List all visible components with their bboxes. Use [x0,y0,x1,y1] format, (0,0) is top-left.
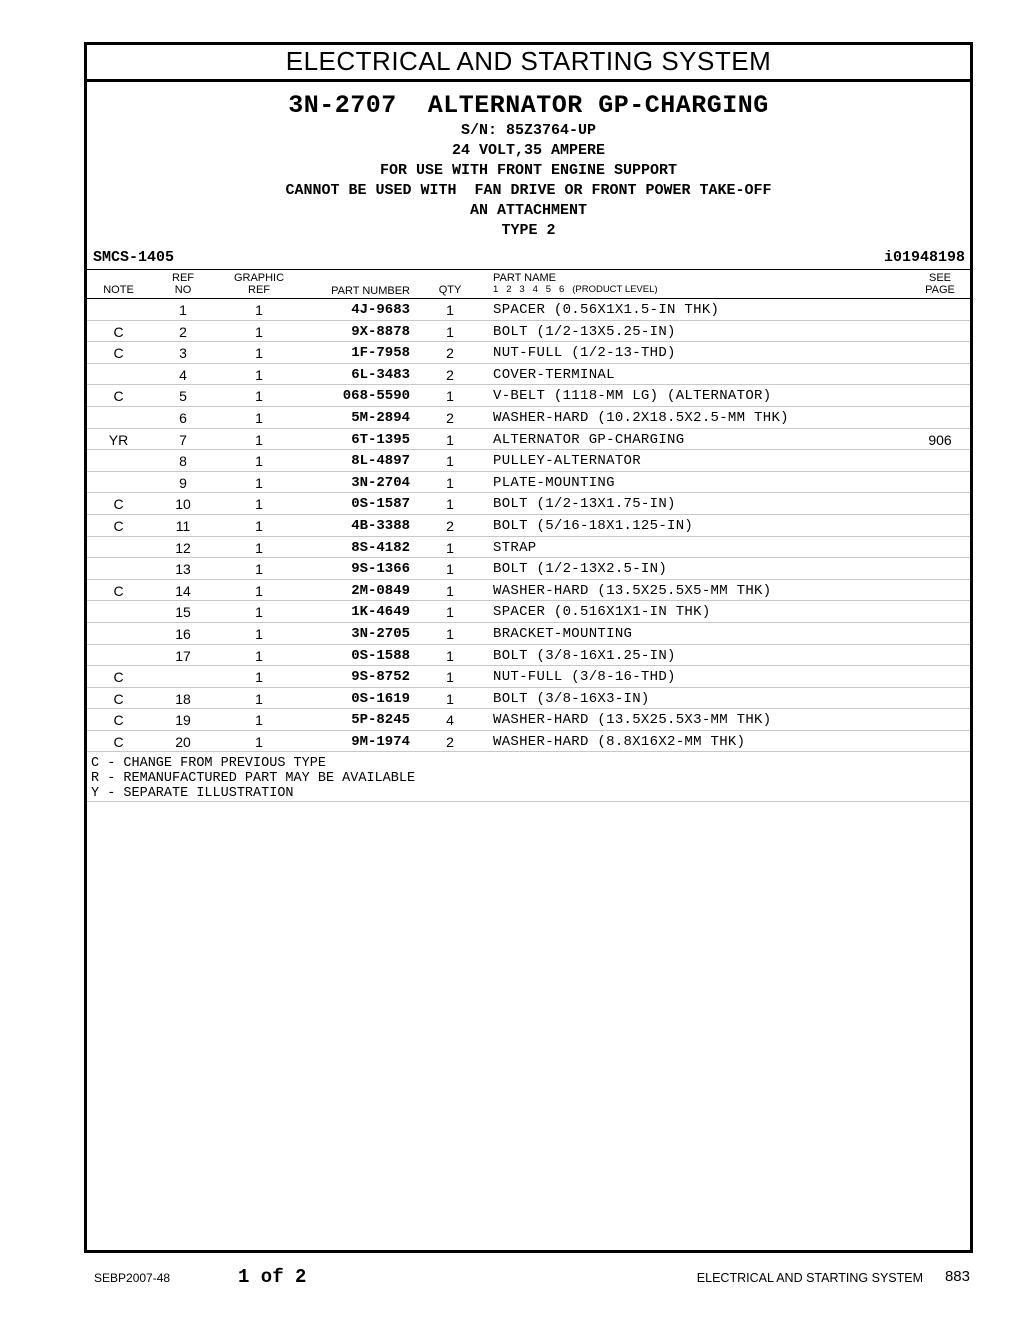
column-headers [87,270,970,299]
row-part-number: 1F-7958 [351,345,410,362]
row-ref-no: 14 [175,582,191,599]
legend-separate: Y - SEPARATE ILLUSTRATION [91,786,294,802]
table-row [87,645,970,667]
table-row [87,364,970,386]
row-ref-no: 2 [179,323,187,340]
row-part-number: 3N-2705 [351,625,410,642]
row-note: C [113,517,124,534]
col-qty: QTY [438,284,462,296]
row-part-name: BOLT (3/8-16X3-IN) [493,690,650,707]
row-part-number: 6T-1395 [351,431,410,448]
page-frame [84,42,973,1253]
doc-id: SEBP2007-48 [94,1271,171,1285]
row-ref-no: 13 [175,561,191,578]
row-ref-no: 1 [179,302,187,318]
attachment-line: AN ATTACHMENT [469,202,588,219]
row-graphic-ref: 1 [255,409,263,426]
row-ref-no: 6 [179,409,187,426]
row-graphic-ref: 1 [255,302,263,318]
spec-line: 24 VOLT,35 AMPERE [451,142,606,159]
row-graphic-ref: 1 [255,453,263,470]
row-part-name: ALTERNATOR GP-CHARGING [493,431,685,448]
row-qty: 1 [446,561,454,578]
row-part-number: 9S-8752 [351,669,410,686]
row-qty: 1 [446,669,454,686]
row-graphic-ref: 1 [255,690,263,707]
row-note: C [113,733,124,750]
table-row [87,537,970,559]
row-part-number: 068-5590 [342,388,410,405]
row-ref-no: 17 [175,647,191,664]
main-title: 3N-2707 ALTERNATOR GP-CHARGING [288,91,769,120]
row-graphic-ref: 1 [255,431,263,448]
row-graphic-ref: 1 [255,625,263,642]
row-part-number: 9S-1366 [351,561,410,578]
section-title: ELECTRICAL AND STARTING SYSTEM [87,45,970,82]
row-part-name: BOLT (5/16-18X1.125-IN) [493,517,694,534]
table-row [87,688,970,710]
row-ref-no: 4 [179,366,187,383]
table-row [87,666,970,688]
row-ref-no: 15 [175,604,191,621]
row-ref-no: 8 [179,453,187,470]
row-part-name: PLATE-MOUNTING [493,474,615,491]
row-part-name: WASHER-HARD (13.5X25.5X3-MM THK) [493,712,772,729]
col-ref-no [163,272,203,296]
row-ref-no: 18 [175,690,191,707]
row-part-number: 0S-1619 [351,690,410,707]
table-row [87,385,970,407]
row-qty: 1 [446,539,454,556]
row-ref-no: 12 [175,539,191,556]
table-row [87,407,970,429]
table-row [87,731,970,753]
row-graphic-ref: 1 [255,539,263,556]
row-ref-no: 11 [175,517,191,534]
row-qty: 1 [446,474,454,491]
table-row [87,450,970,472]
row-part-number: 5P-8245 [351,712,410,729]
col-graphic-ref [227,272,291,296]
table-row [87,623,970,645]
row-qty: 1 [446,496,454,513]
table-row [87,472,970,494]
page-number: 883 [944,1268,970,1285]
table-row [87,580,970,602]
col-see-page [917,272,963,296]
row-note: YR [108,431,129,448]
restriction-line: CANNOT BE USED WITH FAN DRIVE OR FRONT POWER TAKE-OFF [285,182,772,199]
col-note: NOTE [103,284,134,296]
table-row [87,342,970,364]
page-footer [0,1266,1020,1290]
row-qty: 1 [446,323,454,340]
row-graphic-ref: 1 [255,604,263,621]
col-part-name [493,272,658,296]
row-qty: 1 [446,690,454,707]
row-graphic-ref: 1 [255,561,263,578]
row-qty: 1 [446,431,454,448]
row-qty: 2 [446,409,454,426]
row-note: C [113,712,124,729]
row-part-name: V-BELT (1118-MM LG) (ALTERNATOR) [493,388,772,405]
table-row [87,601,970,623]
row-graphic-ref: 1 [255,366,263,383]
parts-table [87,299,970,752]
row-part-name: SPACER (0.516X1X1-IN THK) [493,604,711,621]
row-graphic-ref: 1 [255,496,263,513]
row-ref-no: 16 [175,625,191,642]
smcs-row [87,247,970,270]
row-graphic-ref: 1 [255,582,263,599]
row-note: C [113,669,124,686]
row-qty: 1 [446,302,454,318]
col-ref-no-line2: NO [174,284,192,296]
illustration-id: i01948198 [883,249,965,266]
col-part-name-line1: PART NAME [493,272,556,284]
row-graphic-ref: 1 [255,474,263,491]
row-part-number: 3N-2704 [351,474,410,491]
row-qty: 1 [446,388,454,405]
table-row [87,558,970,580]
col-see-page-line2: PAGE [925,284,955,296]
table-row [87,493,970,515]
row-part-name: BRACKET-MOUNTING [493,625,633,642]
row-qty: 1 [446,604,454,621]
page-of: 1 of 2 [238,1266,307,1288]
row-note: C [113,345,124,362]
type-line: TYPE 2 [501,222,556,239]
row-part-number: 6L-3483 [351,366,410,383]
header-block [87,91,970,241]
row-part-name: STRAP [493,539,537,556]
row-see-page: 906 [928,431,952,448]
row-part-number: 9X-8878 [351,323,410,340]
row-note: C [113,323,124,340]
row-part-number: 0S-1588 [351,647,410,664]
row-note: C [113,496,124,513]
row-part-number: 2M-0849 [351,582,410,599]
row-part-number: 5M-2894 [351,409,410,426]
row-qty: 2 [446,517,454,534]
row-qty: 1 [446,582,454,599]
row-part-name: BOLT (1/2-13X5.25-IN) [493,323,676,340]
col-graphic-ref-line2: REF [248,284,270,296]
row-part-name: WASHER-HARD (10.2X18.5X2.5-MM THK) [493,409,789,426]
row-part-number: 4B-3388 [351,517,410,534]
row-part-name: WASHER-HARD (8.8X16X2-MM THK) [493,733,746,750]
row-part-name: SPACER (0.56X1X1.5-IN THK) [493,302,720,318]
table-row [87,321,970,343]
row-qty: 1 [446,625,454,642]
table-row [87,709,970,731]
row-part-number: 9M-1974 [351,733,410,750]
row-qty: 1 [446,453,454,470]
row-part-name: BOLT (1/2-13X1.75-IN) [493,496,676,513]
legend [87,752,970,802]
row-qty: 2 [446,366,454,383]
row-ref-no: 10 [175,496,191,513]
row-qty: 2 [446,345,454,362]
row-graphic-ref: 1 [255,517,263,534]
row-part-number: 0S-1587 [351,496,410,513]
row-qty: 1 [446,647,454,664]
row-part-name: BOLT (3/8-16X1.25-IN) [493,647,676,664]
row-graphic-ref: 1 [255,647,263,664]
row-part-name: COVER-TERMINAL [493,366,615,383]
col-see-page-line1: SEE [928,272,951,284]
row-graphic-ref: 1 [255,388,263,405]
row-ref-no: 9 [179,474,187,491]
row-ref-no: 19 [175,712,191,729]
col-ref-no-line1: REF [172,272,194,284]
row-part-name: PULLEY-ALTERNATOR [493,453,641,470]
col-product-level: 1 2 3 4 5 6 (PRODUCT LEVEL) [493,284,658,295]
row-ref-no: 3 [179,345,187,362]
row-part-name: NUT-FULL (3/8-16-THD) [493,669,676,686]
smcs-code: SMCS-1405 [93,249,175,266]
row-ref-no: 20 [175,733,191,750]
row-ref-no: 5 [179,388,187,405]
row-note: C [113,582,124,599]
table-row [87,299,970,321]
serial-number: S/N: 85Z3764-UP [460,122,597,139]
usage-line: FOR USE WITH FRONT ENGINE SUPPORT [379,162,678,179]
table-row [87,429,970,451]
row-note: C [113,388,124,405]
row-part-number: 4J-9683 [351,302,410,318]
row-part-name: BOLT (1/2-13X2.5-IN) [493,561,668,578]
legend-change: C - CHANGE FROM PREVIOUS TYPE [91,756,326,772]
row-graphic-ref: 1 [255,669,263,686]
row-ref-no: 7 [179,431,187,448]
table-row [87,515,970,537]
row-graphic-ref: 1 [255,733,263,750]
row-part-name: NUT-FULL (1/2-13-THD) [493,345,676,362]
footer-section: ELECTRICAL AND STARTING SYSTEM [696,1271,923,1285]
row-graphic-ref: 1 [255,323,263,340]
row-qty: 2 [446,733,454,750]
row-graphic-ref: 1 [255,345,263,362]
row-part-name: WASHER-HARD (13.5X25.5X5-MM THK) [493,582,772,599]
row-graphic-ref: 1 [255,712,263,729]
legend-reman: R - REMANUFACTURED PART MAY BE AVAILABLE [91,771,416,787]
row-part-number: 8S-4182 [351,539,410,556]
row-note: C [113,690,124,707]
row-part-number: 8L-4897 [351,453,410,470]
col-part-number: PART NUMBER [331,285,410,297]
row-qty: 4 [446,712,454,729]
row-part-number: 1K-4649 [351,604,410,621]
col-graphic-ref-line1: GRAPHIC [233,272,285,284]
